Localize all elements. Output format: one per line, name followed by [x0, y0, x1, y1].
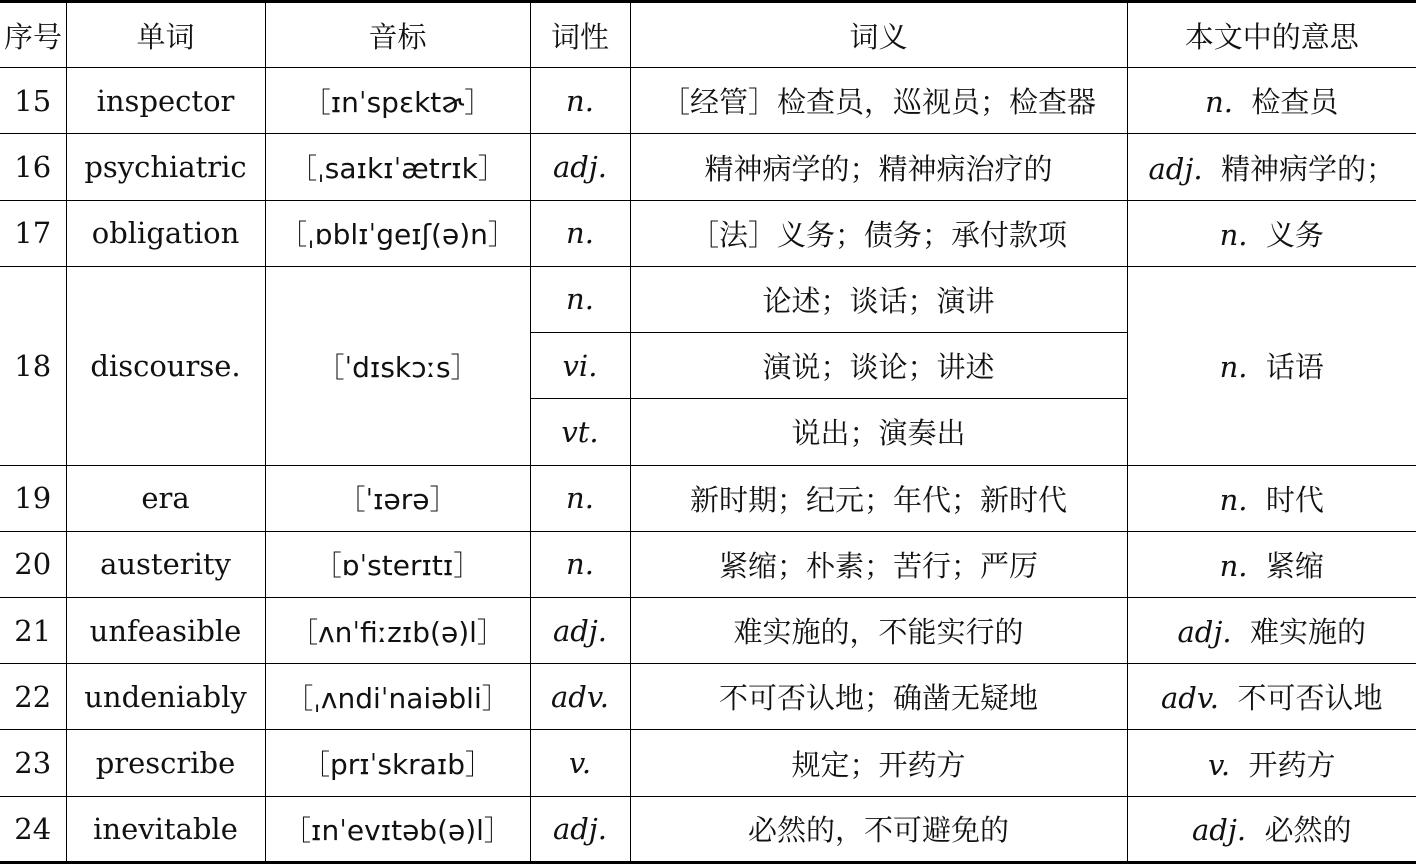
context-def: 不可否认地	[1237, 681, 1383, 716]
definition-cell: ［法］义务；债务；承付款项	[630, 200, 1127, 266]
context-pos: n.	[1219, 217, 1248, 252]
pos-cell: n.	[530, 200, 630, 266]
definition-cell: 紧缩；朴素；苦行；严厉	[630, 531, 1127, 597]
phonetic-cell: ［prɪˈskraɪb］	[265, 730, 530, 796]
definition-cell: 演说；谈论；讲述	[630, 333, 1127, 399]
phonetic-cell: ［ʌnˈfiːzɪb(ə)l］	[265, 597, 530, 663]
context-pos: v.	[1207, 747, 1231, 782]
definition-cell: 说出；演奏出	[630, 399, 1127, 465]
definition-cell: 不可否认地；确凿无疑地	[630, 664, 1127, 730]
row-number: 16	[0, 134, 66, 200]
pos-cell: vt.	[530, 399, 630, 465]
context-def: 必然的	[1264, 813, 1352, 848]
pos-cell: n.	[530, 465, 630, 531]
row-number: 18	[0, 266, 66, 465]
table-row	[0, 134, 1416, 200]
pos-cell: adj.	[530, 796, 630, 862]
context-pos: adj.	[1177, 615, 1232, 650]
context-meaning-cell	[1127, 134, 1416, 200]
context-meaning-cell	[1127, 796, 1416, 862]
context-def: 检查员	[1251, 85, 1339, 120]
phonetic-cell: ［ˈɪərə］	[265, 465, 530, 531]
word-cell: discourse.	[66, 266, 265, 465]
word-cell: austerity	[66, 531, 265, 597]
context-def: 精神病学的；	[1221, 151, 1396, 186]
context-meaning-cell	[1127, 266, 1416, 465]
word-cell: undeniably	[66, 664, 265, 730]
pos-cell: v.	[530, 730, 630, 796]
row-number: 23	[0, 730, 66, 796]
word-cell: unfeasible	[66, 597, 265, 663]
context-pos: n.	[1219, 482, 1248, 517]
table-row	[0, 465, 1416, 531]
context-meaning-cell	[1127, 68, 1416, 134]
pos-cell: n.	[530, 266, 630, 332]
row-number: 22	[0, 664, 66, 730]
context-pos: n.	[1219, 548, 1248, 583]
table-row	[0, 597, 1416, 663]
row-number: 17	[0, 200, 66, 266]
row-number: 21	[0, 597, 66, 663]
header-cell: 词义	[630, 2, 1127, 68]
phonetic-cell: ［ɪnˈspɛktɚ］	[265, 68, 530, 134]
pos-cell: vi.	[530, 333, 630, 399]
table-row	[0, 200, 1416, 266]
row-number: 24	[0, 796, 66, 862]
context-def: 难实施的	[1250, 615, 1367, 650]
context-meaning-cell	[1127, 597, 1416, 663]
context-def: 话语	[1265, 350, 1324, 385]
pos-cell: adj.	[530, 134, 630, 200]
phonetic-cell: ［ˌɒblɪˈgeɪʃ(ə)n］	[265, 200, 530, 266]
context-meaning-cell	[1127, 730, 1416, 796]
definition-cell: 精神病学的；精神病治疗的	[630, 134, 1127, 200]
context-meaning-cell	[1127, 200, 1416, 266]
word-cell: prescribe	[66, 730, 265, 796]
word-cell: inevitable	[66, 796, 265, 862]
word-cell: psychiatric	[66, 134, 265, 200]
header-cell: 单词	[66, 2, 265, 68]
row-number: 20	[0, 531, 66, 597]
context-pos: n.	[1219, 350, 1248, 385]
header-cell: 词性	[530, 2, 630, 68]
table-row	[0, 266, 1416, 332]
phonetic-cell: ［ɒˈsterɪtɪ］	[265, 531, 530, 597]
word-cell: inspector	[66, 68, 265, 134]
context-meaning-cell	[1127, 664, 1416, 730]
table-row	[0, 730, 1416, 796]
context-def: 紧缩	[1265, 548, 1324, 583]
definition-cell: 论述；谈话；演讲	[630, 266, 1127, 332]
pos-cell: adv.	[530, 664, 630, 730]
row-number: 15	[0, 68, 66, 134]
header-row	[0, 2, 1416, 68]
phonetic-cell: ［ˈdɪskɔːs］	[265, 266, 530, 465]
context-pos: adv.	[1161, 681, 1220, 716]
phonetic-cell: ［ˌʌndiˈnaiəbli］	[265, 664, 530, 730]
context-def: 时代	[1265, 482, 1324, 517]
context-pos: adj.	[1148, 151, 1203, 186]
context-def: 开药方	[1248, 747, 1336, 782]
context-pos: n.	[1205, 85, 1233, 120]
pos-cell: n.	[530, 68, 630, 134]
row-number: 19	[0, 465, 66, 531]
context-meaning-cell	[1127, 465, 1416, 531]
phonetic-cell: ［ˌsaɪkɪˈætrɪk］	[265, 134, 530, 200]
context-def: 义务	[1265, 217, 1324, 252]
definition-cell: 必然的，不可避免的	[630, 796, 1127, 862]
context-pos: adj.	[1191, 813, 1247, 848]
definition-cell: 新时期；纪元；年代；新时代	[630, 465, 1127, 531]
pos-cell: n.	[530, 531, 630, 597]
table-row	[0, 796, 1416, 862]
table-row	[0, 664, 1416, 730]
phonetic-cell: ［ɪnˈevɪtəb(ə)l］	[265, 796, 530, 862]
header-cell: 本文中的意思	[1127, 2, 1416, 68]
table-row	[0, 531, 1416, 597]
table-row	[0, 68, 1416, 134]
pos-cell: adj.	[530, 597, 630, 663]
word-cell: obligation	[66, 200, 265, 266]
context-meaning-cell	[1127, 531, 1416, 597]
definition-cell: 难实施的，不能实行的	[630, 597, 1127, 663]
definition-cell: ［经管］检查员，巡视员；检查器	[630, 68, 1127, 134]
definition-cell: 规定；开药方	[630, 730, 1127, 796]
word-cell: era	[66, 465, 265, 531]
header-cell: 音标	[265, 2, 530, 68]
header-cell: 序号	[0, 2, 66, 68]
